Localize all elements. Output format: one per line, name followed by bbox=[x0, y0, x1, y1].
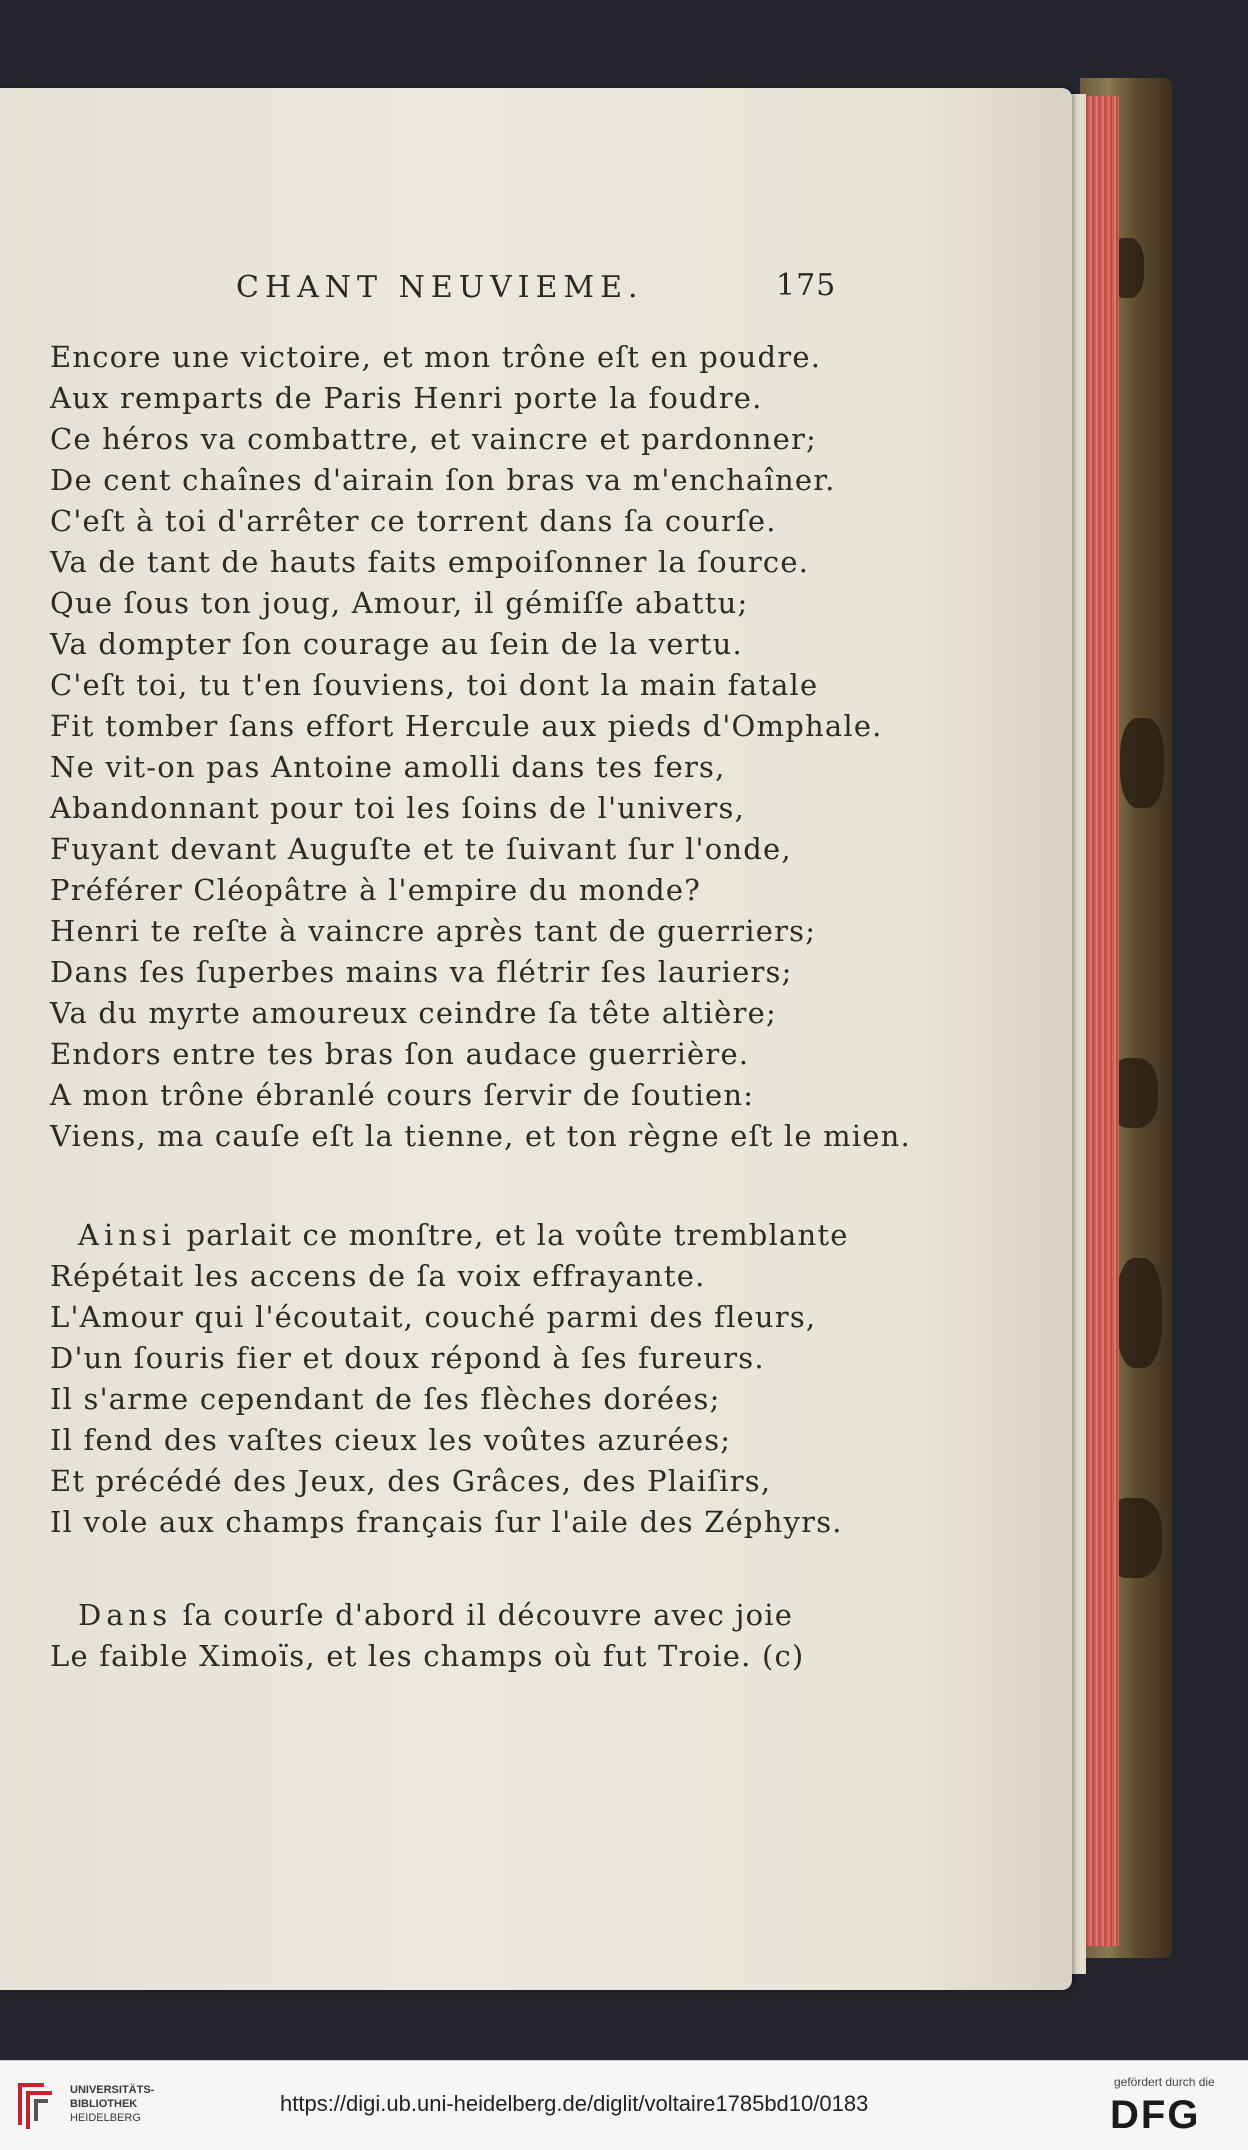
funding-note: gefördert durch die bbox=[1114, 2075, 1215, 2089]
line-text: Ce héros va combattre, et vaincre et pardonner; bbox=[50, 422, 818, 456]
text-line bbox=[50, 1464, 771, 1504]
text-line bbox=[50, 1423, 731, 1463]
text-line bbox=[50, 1037, 749, 1077]
text-line bbox=[50, 504, 777, 544]
text-line bbox=[50, 422, 817, 462]
text-line bbox=[50, 750, 726, 790]
text-line bbox=[50, 627, 743, 667]
text-line bbox=[50, 955, 793, 995]
text-line bbox=[50, 1119, 911, 1159]
red-page-edge bbox=[1083, 96, 1119, 1946]
text-line bbox=[50, 586, 748, 626]
line-text: Il s'arme cependant de ſes flèches dorées; bbox=[50, 1382, 721, 1416]
line-text: Va de tant de hauts faits empoiſonner la ſource. bbox=[50, 545, 810, 579]
text-line bbox=[50, 914, 816, 954]
line-text: De cent chaînes d'airain ſon bras va m'enchaîner. bbox=[50, 463, 836, 497]
text-line bbox=[50, 1300, 816, 1340]
line-text: Fit tomber ſans effort Hercule aux pieds d'Omphale. bbox=[50, 709, 883, 743]
viewer-footer bbox=[0, 2060, 1248, 2150]
line-text: C'eſt à toi d'arrêter ce torrent dans ſa courſe. bbox=[50, 504, 777, 538]
line-text: Henri te reſte à vaincre après tant de guerriers; bbox=[50, 914, 817, 948]
page-number: 175 bbox=[776, 268, 837, 303]
line-text: Répétait les accens de ſa voix effrayante. bbox=[50, 1259, 706, 1293]
text-line bbox=[50, 1505, 843, 1545]
text-line bbox=[50, 545, 809, 585]
text-line bbox=[78, 1218, 849, 1258]
text-line bbox=[50, 1382, 721, 1422]
text-line bbox=[50, 340, 821, 380]
line-text: Va du myrte amoureux ceindre ſa tête altière; bbox=[50, 996, 777, 1030]
text-line bbox=[50, 1078, 754, 1118]
line-text: Que ſous ton joug, Amour, il gémiſſe abattu; bbox=[50, 586, 749, 620]
line-text: A mon trône ébranlé cours ſervir de ſoutien: bbox=[50, 1078, 755, 1112]
running-head: CHANT NEUVIEME. bbox=[236, 270, 644, 305]
line-text: D'un ſouris fier et doux répond à ſes fureurs. bbox=[50, 1341, 765, 1375]
line-text: Ne vit-on pas Antoine amolli dans tes fers, bbox=[50, 750, 726, 784]
line-text: Préférer Cléopâtre à l'empire du monde? bbox=[50, 873, 702, 907]
line-text: Endors entre tes bras ſon audace guerrière. bbox=[50, 1037, 750, 1071]
small-caps-lead: Dans bbox=[78, 1598, 173, 1632]
small-caps-lead: Ainsi bbox=[78, 1218, 177, 1252]
line-text: Dans ſes ſuperbes mains va flétrir ſes lauriers; bbox=[50, 955, 793, 989]
line-text: Fuyant devant Auguſte et te ſuivant ſur l'onde, bbox=[50, 832, 792, 866]
text-line bbox=[50, 709, 883, 749]
university-logo-icon bbox=[14, 2077, 56, 2131]
line-text: C'eſt toi, tu t'en ſouviens, toi dont la main fatale bbox=[50, 668, 819, 702]
line-text: Encore une victoire, et mon trône eſt en poudre. bbox=[50, 340, 822, 374]
line-text: ſa courſe d'abord il découvre avec joie bbox=[172, 1598, 794, 1632]
text-line bbox=[50, 873, 701, 913]
text-line bbox=[50, 791, 745, 831]
line-text: Il fend des vaſtes cieux les voûtes azurées; bbox=[50, 1423, 732, 1457]
line-text: Abandonnant pour toi les ſoins de l'univers, bbox=[50, 791, 745, 825]
text-line bbox=[50, 1259, 706, 1299]
line-text: L'Amour qui l'écoutait, couché parmi des fleurs, bbox=[50, 1300, 817, 1334]
line-text: parlait ce monſtre, et la voûte tremblante bbox=[176, 1218, 849, 1252]
line-text: Aux remparts de Paris Henri porte la foudre. bbox=[50, 381, 763, 415]
text-line bbox=[50, 1341, 765, 1381]
dfg-logo: DFG bbox=[1110, 2093, 1201, 2137]
line-text: Viens, ma cauſe eſt la tienne, et ton règne eſt le mien. bbox=[50, 1119, 911, 1153]
library-name: UNIVERSITÄTS- BIBLIOTHEK HEIDELBERG bbox=[70, 2084, 155, 2124]
line-text: Et précédé des Jeux, des Grâces, des Plaiſirs, bbox=[50, 1464, 772, 1498]
line-text: Va dompter ſon courage au ſein de la vertu. bbox=[50, 627, 743, 661]
line-text: Le faible Ximoïs, et les champs où fut Troie. (c) bbox=[50, 1639, 805, 1673]
line-text: Il vole aux champs français ſur l'aile des Zéphyrs. bbox=[50, 1505, 843, 1539]
text-line bbox=[50, 668, 818, 708]
text-line bbox=[50, 832, 792, 872]
text-line bbox=[78, 1598, 793, 1638]
text-line bbox=[50, 1639, 804, 1679]
document-url[interactable]: https://digi.ub.uni-heidelberg.de/diglit/voltaire1785bd10/0183 bbox=[280, 2091, 869, 2116]
text-line bbox=[50, 381, 763, 421]
text-line bbox=[50, 463, 836, 503]
text-line bbox=[50, 996, 777, 1036]
